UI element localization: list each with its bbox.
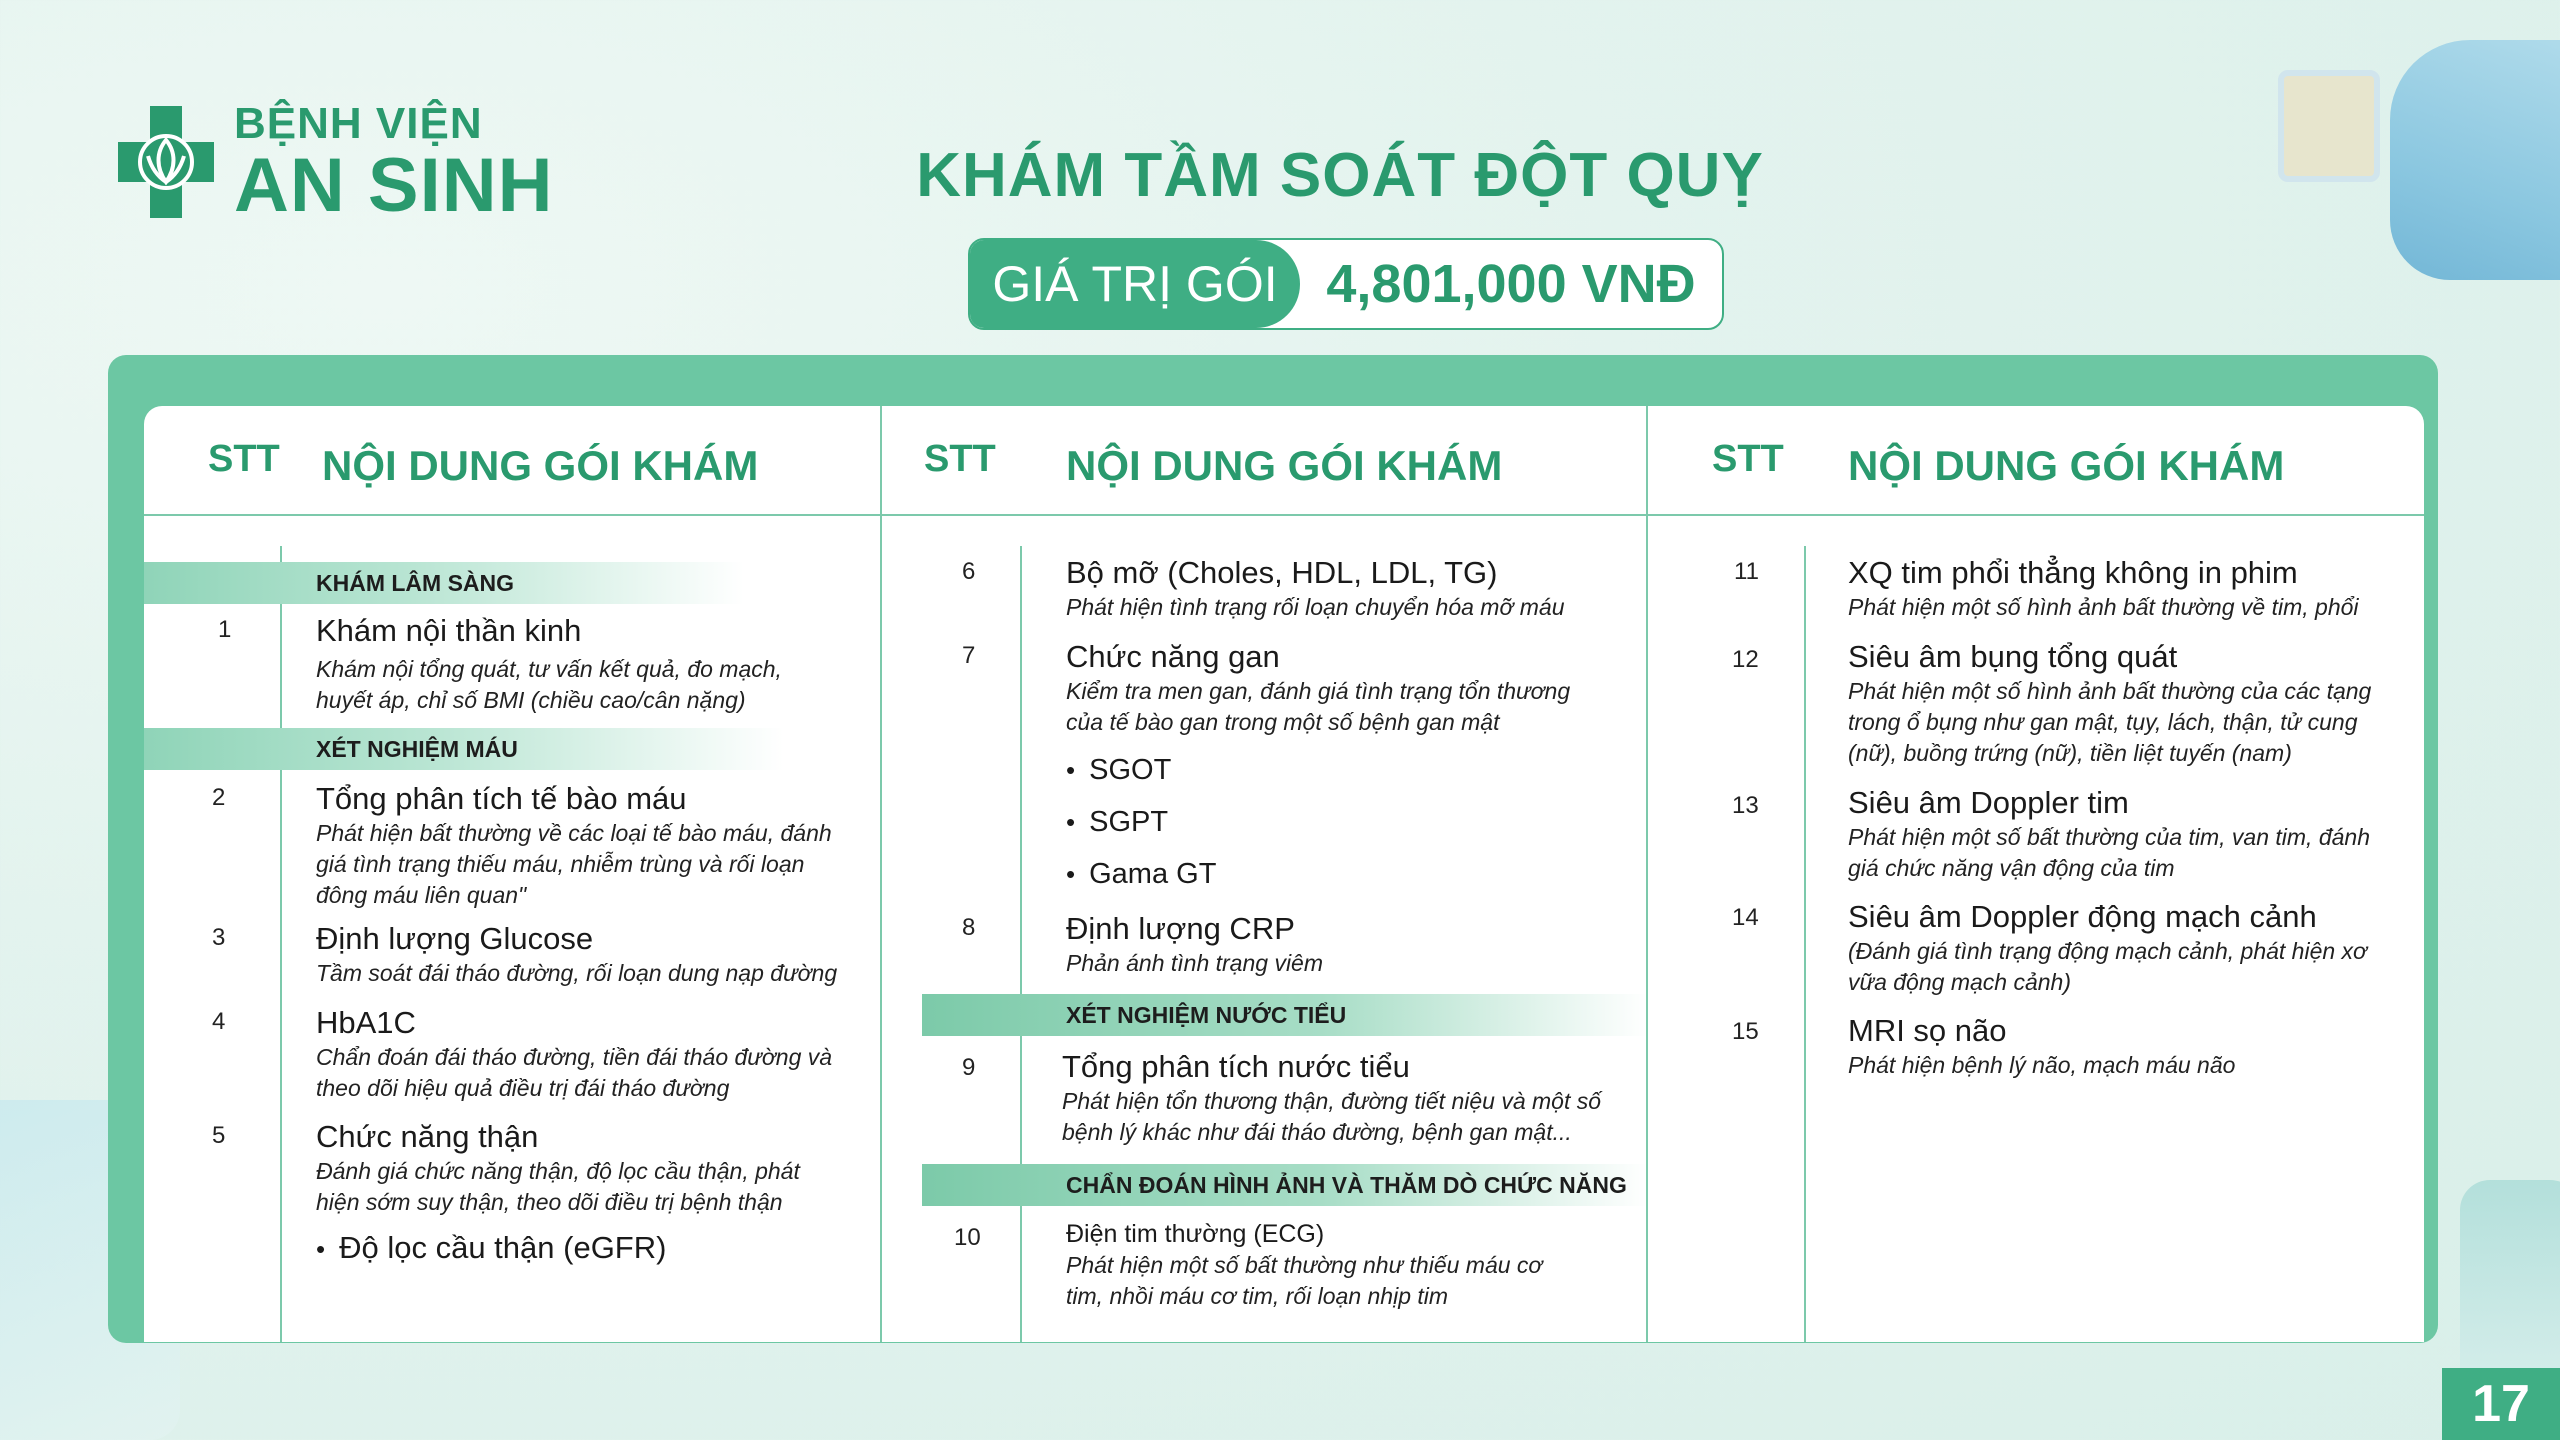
stt-header: STT bbox=[1712, 438, 1784, 480]
item-desc: Phản ánh tình trạng viêm bbox=[1066, 950, 1323, 976]
list-item bbox=[1066, 910, 1323, 979]
item-desc: hiện sớm suy thận, theo dõi điều trị bệnh thận bbox=[316, 1189, 783, 1215]
list-item bbox=[1848, 554, 2359, 623]
price-box bbox=[968, 238, 1724, 330]
table-column-2 bbox=[880, 406, 1648, 1342]
table-header bbox=[1648, 406, 2424, 516]
item-desc: tim, nhồi máu cơ tim, rối loạn nhịp tim bbox=[1066, 1283, 1449, 1309]
item-desc: Đánh giá chức năng thận, độ lọc cầu thận, phát bbox=[316, 1158, 800, 1184]
item-desc: Phát hiện bất thường về các loại tế bào máu, đánh bbox=[316, 820, 832, 846]
item-number: 5 bbox=[212, 1122, 226, 1149]
item-title: Siêu âm Doppler động mạch cảnh bbox=[1848, 899, 2317, 934]
item-number: 13 bbox=[1732, 792, 1759, 819]
item-title: Điện tim thường (ECG) bbox=[1066, 1220, 1325, 1248]
item-number: 6 bbox=[962, 558, 976, 585]
item-desc: giá chức năng vận động của tim bbox=[1848, 855, 2175, 881]
item-desc: đông máu liên quan" bbox=[316, 882, 527, 908]
item-desc: (nữ), buồng trứng (nữ), tiền liệt tuyến (nam) bbox=[1848, 740, 2292, 766]
bullet-item: • SGOT bbox=[1066, 754, 1171, 787]
item-desc: Tầm soát đái tháo đường, rối loạn dung nạp đường bbox=[316, 960, 838, 986]
item-title: Siêu âm Doppler tim bbox=[1848, 785, 2129, 820]
price-label: GIÁ TRỊ GÓI bbox=[970, 240, 1300, 328]
item-title: Chức năng gan bbox=[1066, 639, 1280, 674]
list-item bbox=[316, 612, 782, 716]
item-number: 14 bbox=[1732, 904, 1759, 931]
item-desc: Chẩn đoán đái tháo đường, tiền đái tháo đường và bbox=[316, 1044, 833, 1070]
item-title: Định lượng Glucose bbox=[316, 921, 594, 956]
section-header bbox=[144, 728, 784, 770]
item-desc: Phát hiện một số hình ảnh bất thường của các tạng bbox=[1848, 678, 2372, 704]
list-item bbox=[1848, 638, 2371, 769]
item-title: Siêu âm bụng tổng quát bbox=[1848, 639, 2178, 674]
page-number: 17 bbox=[2442, 1368, 2560, 1440]
table-header bbox=[144, 406, 880, 516]
price-value: 4,801,000 VNĐ bbox=[1326, 254, 1696, 314]
item-number: 2 bbox=[212, 784, 226, 811]
item-desc: Phát hiện một số bất thường như thiếu máu cơ bbox=[1066, 1252, 1543, 1278]
item-desc: của tế bào gan trong một số bệnh gan mật bbox=[1066, 709, 1500, 735]
item-number: 15 bbox=[1732, 1018, 1759, 1045]
item-title: Khám nội thần kinh bbox=[316, 613, 582, 648]
column-divider bbox=[280, 546, 282, 1342]
item-number: 12 bbox=[1732, 646, 1759, 673]
stt-header: STT bbox=[924, 438, 996, 480]
item-desc: theo dõi hiệu quả điều trị đái tháo đường bbox=[316, 1075, 730, 1101]
item-desc: Phát hiện tình trạng rối loạn chuyển hóa mỡ máu bbox=[1066, 594, 1565, 620]
item-number: 8 bbox=[962, 914, 976, 941]
section-header bbox=[922, 994, 1648, 1036]
item-desc: trong ổ bụng như gan mật, tụy, lách, thận, tử cung bbox=[1848, 709, 2358, 735]
section-header bbox=[922, 1164, 1648, 1206]
list-item bbox=[1066, 554, 1565, 623]
list-item bbox=[1848, 1012, 2235, 1081]
item-number: 9 bbox=[962, 1054, 976, 1081]
logo-line2: AN SINH bbox=[234, 143, 554, 228]
table-column-1 bbox=[144, 406, 880, 1342]
item-desc: Phát hiện một số bất thường của tim, van tim, đánh bbox=[1848, 824, 2370, 850]
list-item bbox=[1066, 1218, 1542, 1312]
item-number: 1 bbox=[218, 616, 232, 643]
item-title: MRI sọ não bbox=[1848, 1013, 2007, 1048]
item-title: Tổng phân tích nước tiểu bbox=[1062, 1049, 1410, 1084]
package-table bbox=[144, 406, 2424, 1342]
item-desc: Phát hiện một số hình ảnh bất thường về tim, phổi bbox=[1848, 594, 2359, 620]
list-item bbox=[316, 1004, 832, 1104]
item-desc: vữa động mạch cảnh) bbox=[1848, 969, 2071, 995]
item-desc: (Đánh giá tình trạng động mạch cảnh, phát hiện xơ bbox=[1848, 938, 2367, 964]
item-number: 3 bbox=[212, 924, 226, 951]
bullet-item: • Độ lọc cầu thận (eGFR) bbox=[316, 1230, 666, 1266]
item-number: 11 bbox=[1734, 558, 1759, 585]
list-item bbox=[1066, 638, 1570, 738]
item-title: XQ tim phổi thẳng không in phim bbox=[1848, 555, 2298, 590]
item-desc: Phát hiện tổn thương thận, đường tiết niệu và một số bbox=[1062, 1088, 1602, 1114]
logo-line1: BỆNH VIỆN bbox=[234, 99, 483, 148]
list-item bbox=[316, 920, 837, 989]
item-number: 4 bbox=[212, 1008, 226, 1035]
content-header: NỘI DUNG GÓI KHÁM bbox=[1848, 442, 2285, 489]
item-title: Chức năng thận bbox=[316, 1119, 539, 1154]
item-title: HbA1C bbox=[316, 1005, 416, 1040]
item-desc: bệnh lý khác như đái tháo đường, bệnh gan mật... bbox=[1062, 1119, 1572, 1145]
item-desc: Khám nội tổng quát, tư vấn kết quả, đo mạch, bbox=[316, 656, 782, 682]
item-title: Bộ mỡ (Choles, HDL, LDL, TG) bbox=[1066, 555, 1498, 590]
page-title: KHÁM TẦM SOÁT ĐỘT QUỴ bbox=[916, 141, 1764, 210]
list-item bbox=[316, 1118, 800, 1218]
content-header: NỘI DUNG GÓI KHÁM bbox=[1066, 442, 1503, 489]
section-label: CHẨN ĐOÁN HÌNH ẢNH VÀ THĂM DÒ CHỨC NĂNG bbox=[1066, 1171, 1627, 1198]
list-item bbox=[1848, 898, 2367, 998]
section-header bbox=[144, 562, 744, 604]
item-title: Tổng phân tích tế bào máu bbox=[316, 781, 687, 816]
item-number: 7 bbox=[962, 642, 976, 669]
bullet-item: • SGPT bbox=[1066, 806, 1168, 839]
bullet-item: • Gama GT bbox=[1066, 858, 1216, 891]
list-item bbox=[1848, 784, 2370, 884]
column-divider bbox=[1020, 546, 1022, 1342]
section-label: XÉT NGHIỆM MÁU bbox=[316, 735, 518, 762]
table-column-3 bbox=[1646, 406, 2424, 1342]
list-item bbox=[1062, 1048, 1601, 1148]
list-item bbox=[316, 780, 832, 911]
item-desc: giá tình trạng thiếu máu, nhiễm trùng và rối loạn bbox=[316, 851, 805, 877]
item-title: Định lượng CRP bbox=[1066, 911, 1295, 946]
item-desc: Phát hiện bệnh lý não, mạch máu não bbox=[1848, 1052, 2236, 1078]
item-desc: huyết áp, chỉ số BMI (chiều cao/cân nặng) bbox=[316, 687, 746, 713]
item-number: 10 bbox=[954, 1224, 981, 1251]
section-label: XÉT NGHIỆM NƯỚC TIỂU bbox=[1066, 1001, 1347, 1028]
stt-header: STT bbox=[208, 438, 280, 480]
content-header: NỘI DUNG GÓI KHÁM bbox=[322, 442, 759, 489]
section-label: KHÁM LÂM SÀNG bbox=[316, 569, 515, 596]
column-divider bbox=[1804, 546, 1806, 1342]
table-header bbox=[882, 406, 1648, 516]
item-desc: Kiểm tra men gan, đánh giá tình trạng tổn thương bbox=[1066, 678, 1571, 704]
